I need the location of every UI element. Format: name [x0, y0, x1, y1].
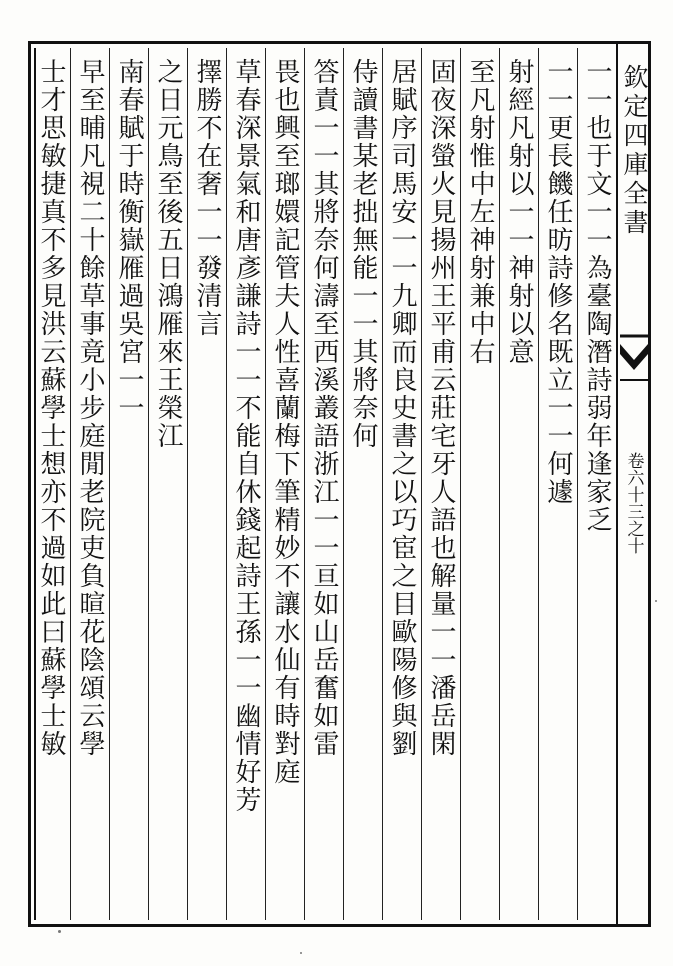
book-title-label: 欽定四庫全書: [620, 64, 649, 238]
text-column-2: 一一更長饑任昉詩修名既立一一何遽: [538, 48, 577, 920]
text-column-6: 居賦序司馬安一一九卿而良史書之以巧宦之目歐陽修與劉: [382, 48, 421, 920]
paper-speck: [300, 952, 302, 954]
paper-speck: [58, 930, 61, 933]
text-column-3: 射經凡射以一一神射以意: [499, 48, 538, 920]
text-column-1: 一一也于文一一為臺陶潛詩弱年逢家乏: [577, 48, 616, 920]
volume-label: 卷六十三之十: [623, 452, 644, 554]
text-column-14: 早至晡凡視二十餘草事竟小步庭閒老院吏負暄花陰頌云學: [70, 48, 109, 920]
text-column-15: 士才思敏捷真不多見洪云蘇學士想亦不過如此曰蘇學士敏: [36, 58, 66, 758]
fore-edge-margin: [616, 44, 650, 924]
text-column-11: 擇勝不在奢一一發清言: [187, 48, 226, 920]
text-column-12: 之日元鳥至後五日鴻雁來王榮江: [148, 48, 187, 920]
text-column-8: 答責一一其將奈何濤至西溪叢語浙江一一亘如山岳奮如雷: [304, 48, 343, 920]
text-column-7: 侍讀書某老拙無能一一其將奈何: [343, 48, 382, 920]
text-column-4: 至凡射惟中左神射兼中右: [460, 48, 499, 920]
fish-tail-mark-icon: [620, 334, 648, 384]
paper-speck: [655, 600, 657, 602]
text-column-9: 畏也興至瑯嬛記管夫人性喜蘭梅下筆精妙不讓水仙有時對庭: [265, 48, 304, 920]
text-column-5: 固夜深螢火見揚州王平甫云莊宅牙人語也解量一一潘岳閑: [421, 48, 460, 920]
text-columns: [36, 48, 616, 920]
text-column-10: 草春深景氣和唐彥謙詩一一不能自休錢起詩王孫一一幽情好芳: [226, 48, 265, 920]
text-column-13: 南春賦于時衡嶽雁過吳宮一一: [109, 48, 148, 920]
